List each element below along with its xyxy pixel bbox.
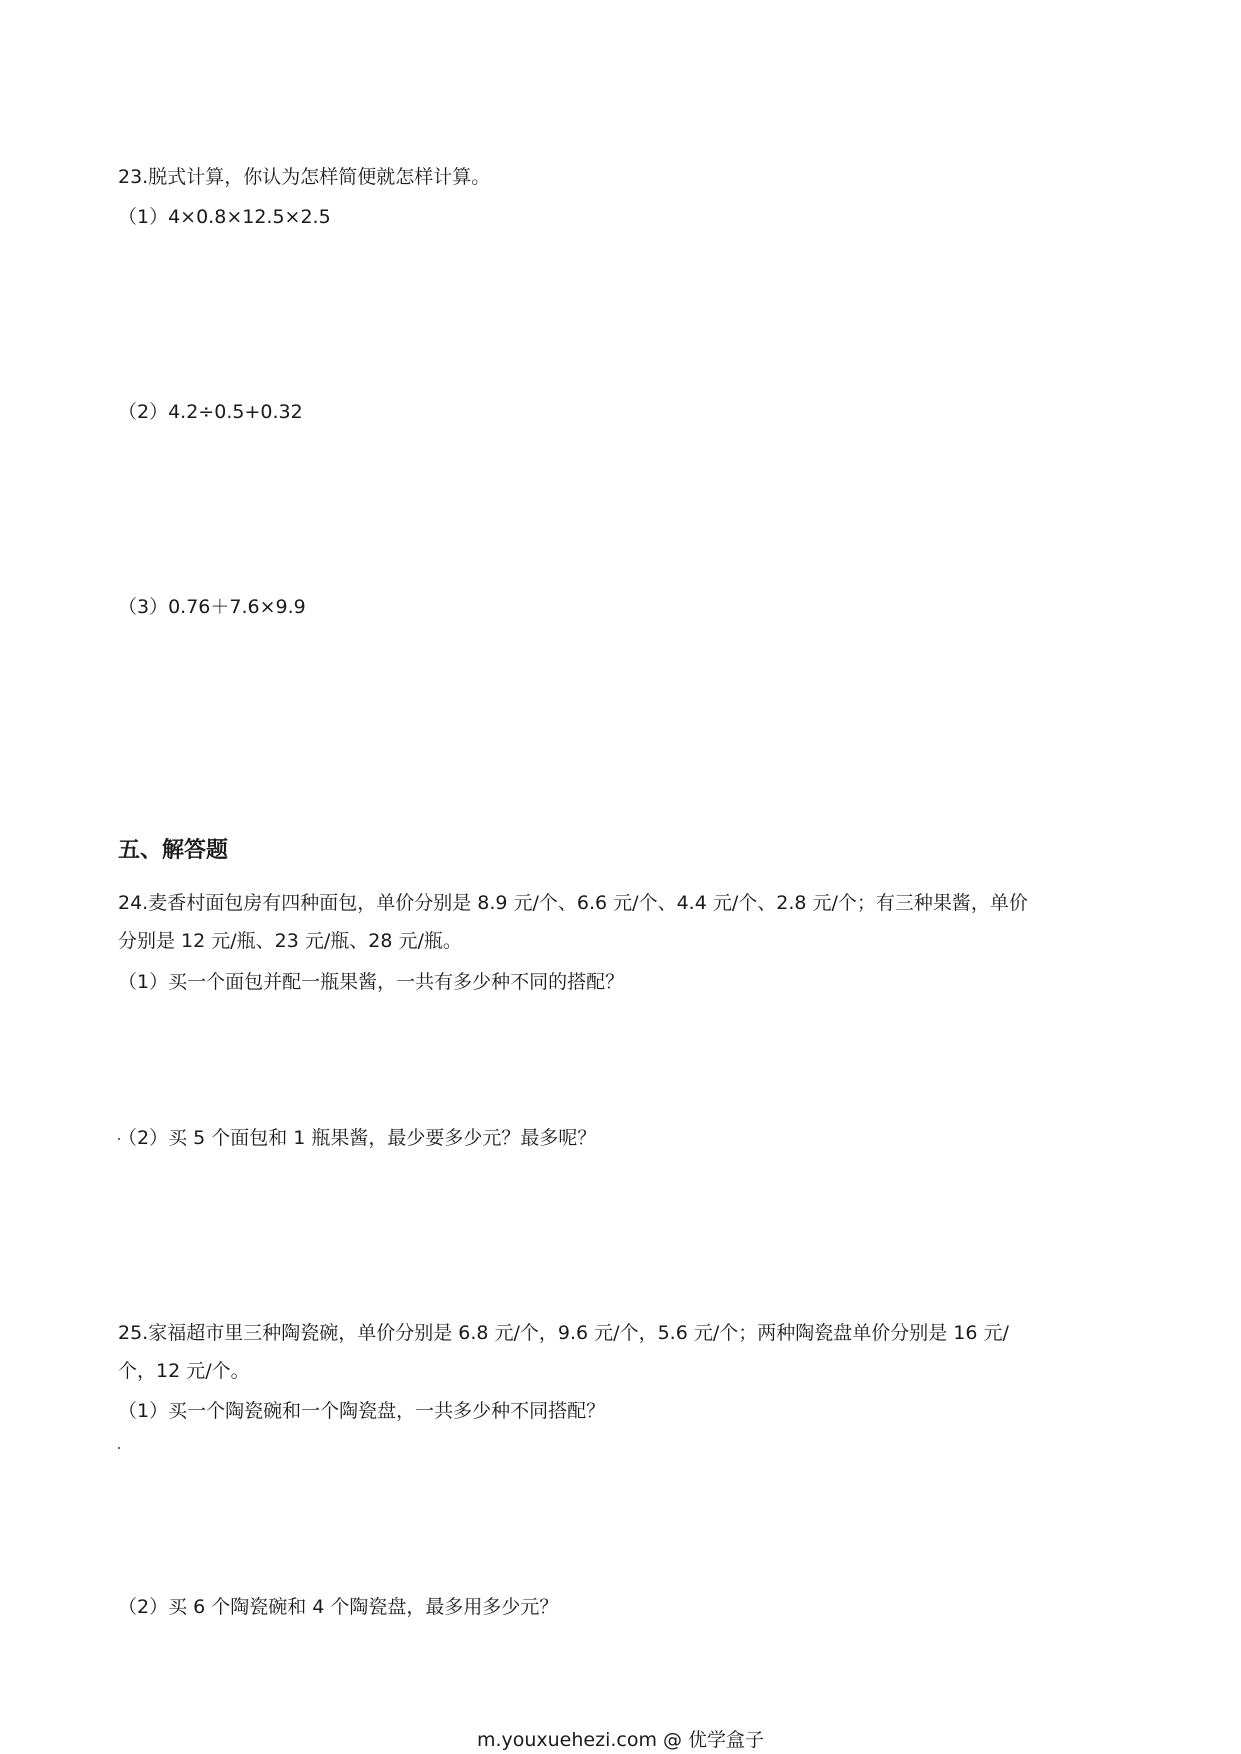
question-23-title: 23.脱式计算，你认为怎样简便就怎样计算。 bbox=[118, 166, 491, 188]
question-24-item-2: （2）买 5 个面包和 1 瓶果酱，最少要多少元？最多呢？ bbox=[118, 1127, 597, 1149]
page-footer: m.youxuehezi.com @ 优学盒子 bbox=[476, 1729, 765, 1751]
question-24-item-1: （1）买一个面包并配一瓶果酱，一共有多少种不同的搭配？ bbox=[118, 971, 625, 993]
question-25-item-2: （2）买 6 个陶瓷碗和 4 个陶瓷盘，最多用多少元？ bbox=[118, 1596, 559, 1618]
question-23-item-1: （1）4×0.8×12.5×2.5 bbox=[118, 206, 331, 228]
question-24-line-2: 分别是 12 元/瓶、23 元/瓶、28 元/瓶。 bbox=[118, 930, 462, 952]
section-5-title: 五、解答题 bbox=[118, 838, 229, 863]
question-23-item-2: （2）4.2÷0.5+0.32 bbox=[118, 401, 303, 423]
question-23-item-3: （3）0.76＋7.6×9.9 bbox=[118, 596, 306, 618]
scan-speck bbox=[118, 1447, 120, 1449]
question-25-line-2: 个，12 元/个。 bbox=[118, 1360, 250, 1382]
question-25-item-1: （1）买一个陶瓷碗和一个陶瓷盘，一共多少种不同搭配？ bbox=[118, 1400, 606, 1422]
question-24-line-1: 24.麦香村面包房有四种面包，单价分别是 8.9 元/个、6.6 元/个、4.4 元/个、2.8 元/个；有三种果酱，单价 bbox=[118, 892, 1028, 914]
question-25-line-1: 25.家福超市里三种陶瓷碗，单价分别是 6.8 元/个，9.6 元/个，5.6 元/个；两种陶瓷盘单价分别是 16 元/ bbox=[118, 1322, 1009, 1344]
